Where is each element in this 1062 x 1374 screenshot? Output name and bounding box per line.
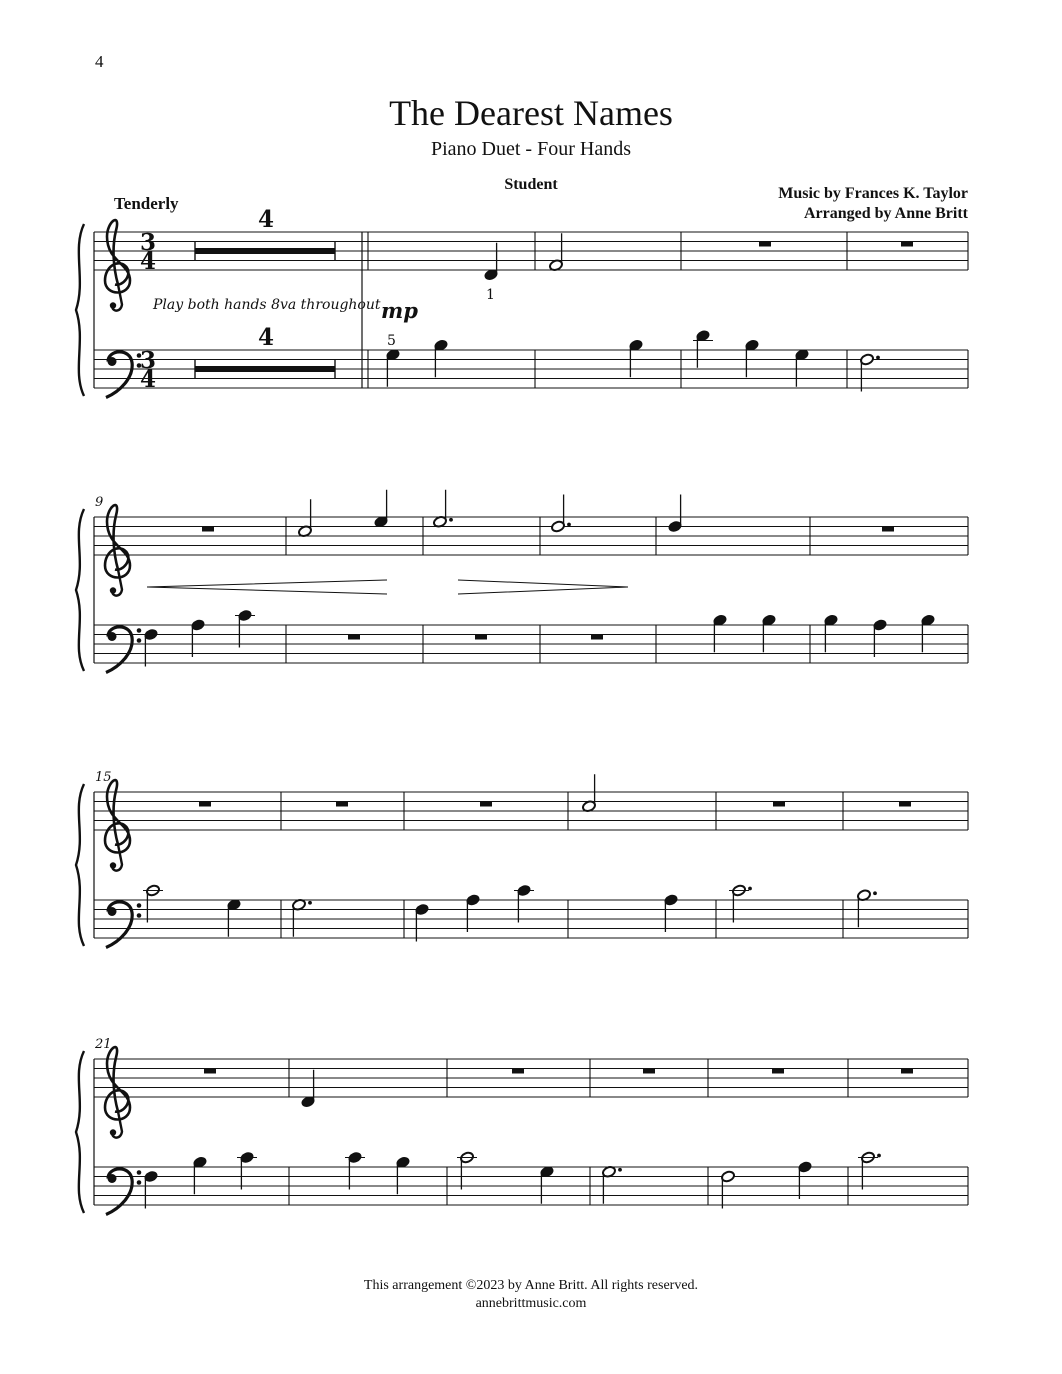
fingering: 5 — [387, 333, 396, 349]
whole-rest — [643, 1069, 655, 1074]
crescendo-hairpin — [147, 580, 387, 594]
bass-clef — [106, 902, 141, 948]
treble-clef — [105, 1047, 130, 1138]
augmentation-dot — [308, 901, 312, 905]
footer — [0, 1277, 1062, 1313]
treble-clef — [105, 220, 130, 311]
whole-rest — [480, 802, 492, 807]
performance-instruction: Play both hands 8va throughout — [153, 297, 381, 313]
whole-rest — [772, 1069, 784, 1074]
treble-clef — [105, 780, 130, 871]
whole-rest — [591, 635, 603, 640]
augmentation-dot — [449, 518, 453, 522]
whole-rest — [475, 635, 487, 640]
whole-rest — [348, 635, 360, 640]
brace — [76, 784, 84, 946]
bass-clef — [106, 352, 141, 398]
arranger-credit: Arranged by Anne Britt — [804, 205, 968, 222]
fingering: 1 — [486, 287, 495, 303]
whole-rest — [202, 527, 214, 532]
brace — [76, 509, 84, 671]
whole-rest — [336, 802, 348, 807]
composer-credit: Music by Frances K. Taylor — [778, 185, 968, 202]
page-title: The Dearest Names — [389, 93, 673, 133]
dynamic-marking: mp — [381, 298, 418, 323]
measure-number: 21 — [95, 1037, 112, 1052]
website-link[interactable]: annebrittmusic.com — [475, 1296, 587, 1311]
tempo-marking: Tenderly — [114, 194, 179, 213]
bass-clef — [106, 627, 141, 673]
decrescendo-hairpin — [458, 580, 628, 594]
whole-rest — [773, 802, 785, 807]
time-signature-bottom: 4 — [140, 248, 157, 275]
page-number: 4 — [95, 52, 104, 71]
part-label: Student — [504, 176, 558, 193]
augmentation-dot — [877, 1154, 881, 1158]
augmentation-dot — [876, 356, 880, 360]
time-signature-bottom: 4 — [140, 366, 157, 393]
augmentation-dot — [618, 1168, 622, 1172]
whole-rest — [899, 802, 911, 807]
subtitle: Piano Duet - Four Hands — [431, 138, 631, 160]
augmentation-dot — [567, 523, 571, 527]
whole-rest — [512, 1069, 524, 1074]
multimeasure-rest — [195, 366, 335, 372]
whole-rest — [759, 242, 771, 247]
augmentation-dot — [873, 891, 877, 895]
brace — [76, 1051, 84, 1213]
time-signature-top: 3 — [140, 229, 157, 256]
brace — [76, 224, 84, 396]
measure-number: 15 — [95, 770, 112, 785]
whole-rest — [901, 242, 913, 247]
whole-rest — [882, 527, 894, 532]
bass-clef — [106, 1169, 141, 1215]
time-signature-top: 3 — [140, 347, 157, 374]
augmentation-dot — [748, 887, 752, 891]
multimeasure-rest-count: 4 — [258, 324, 275, 351]
treble-clef — [105, 505, 130, 596]
measure-number: 9 — [95, 495, 104, 510]
multimeasure-rest-count: 4 — [258, 206, 275, 233]
multimeasure-rest — [195, 248, 335, 254]
whole-rest — [199, 802, 211, 807]
whole-rest — [901, 1069, 913, 1074]
copyright-notice: This arrangement ©2023 by Anne Britt. All rights reserved. — [363, 1278, 699, 1293]
whole-rest — [204, 1069, 216, 1074]
